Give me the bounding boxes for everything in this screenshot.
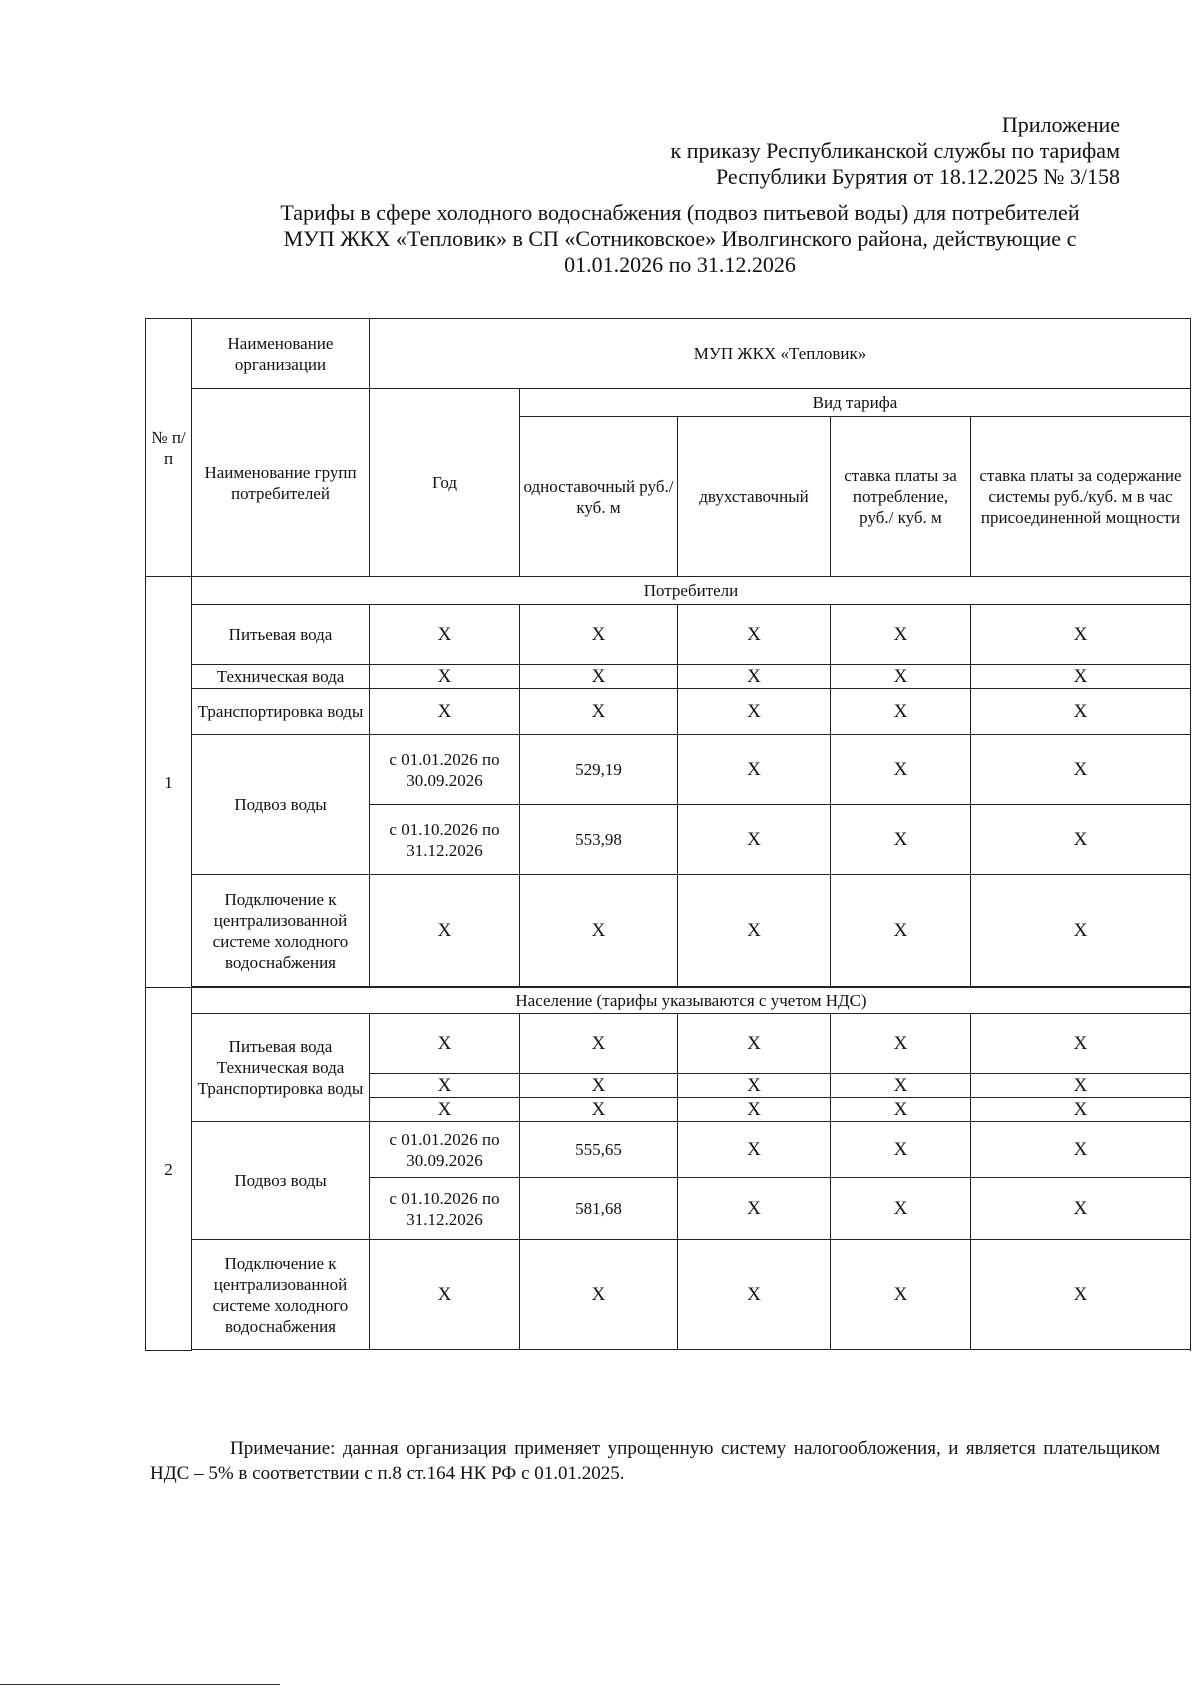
cell-period: с 01.10.2026 по 31.12.2026 [370,805,520,875]
cell-year: X [370,1014,520,1074]
cell-double: X [678,735,831,805]
cell-year: X [370,665,520,689]
cell-consumption: X [831,1098,971,1122]
row-name: Транспортировка воды [192,689,370,735]
cell-maintenance: X [971,1122,1191,1178]
cell-consumption: X [831,665,971,689]
footnote-text: Примечание: данная организация применяет упрощенную систему налогообложения, и является плательщиком НДС – 5% в соответствии с п.8 ст.164 НК РФ с 01.01.2025. [150,1438,1160,1484]
cell-tariff-value: 581,68 [520,1178,678,1240]
row-name-connection: Подключение к централизованной системе холодного водоснабжения [192,1240,370,1350]
cell-maintenance: X [971,1178,1191,1240]
cell-consumption: X [831,805,971,875]
cell-maintenance: X [971,1074,1191,1098]
cell-period: с 01.10.2026 по 31.12.2026 [370,1178,520,1240]
cell-year: X [370,689,520,735]
cell-maintenance: X [971,665,1191,689]
cell-consumption: X [831,605,971,665]
tariff-table [145,318,1191,1351]
cell-year: X [370,1240,520,1350]
cell-single: X [520,665,678,689]
cell-single: X [520,1240,678,1350]
cell-single: X [520,689,678,735]
appendix-line: к приказу Республиканской службы по тарифам [670,138,1120,163]
cell-double: X [678,689,831,735]
cell-consumption: X [831,1122,971,1178]
footer-divider [0,1684,280,1685]
row-name: Питьевая вода [192,605,370,665]
cell-maintenance: X [971,1014,1191,1074]
cell-period: с 01.01.2026 по 30.09.2026 [370,735,520,805]
cell-single: X [520,1014,678,1074]
cell-consumption: X [831,689,971,735]
cell-tariff-value: 529,19 [520,735,678,805]
cell-consumption: X [831,1014,971,1074]
row-name-delivery: Подвоз воды [192,1122,370,1240]
header-col-single: одноставочный руб./ куб. м [520,417,678,577]
section2-title: Население (тарифы указываются с учетом НДС) [192,988,1191,1014]
title-line: Тарифы в сфере холодного водоснабжения (подвоз питьевой воды) для потребителей [280,200,1080,225]
cell-double: X [678,1178,831,1240]
cell-consumption: X [831,875,971,987]
header-group-label: Наименование групп потребителей [192,389,370,577]
cell-maintenance: X [971,605,1191,665]
cell-maintenance: X [971,735,1191,805]
row-name-connection: Подключение к централизованной системе холодного водоснабжения [192,875,370,987]
footnote [150,1436,1160,1486]
header-tariff-type: Вид тарифа [520,389,1191,417]
cell-double: X [678,605,831,665]
cell-consumption: X [831,735,971,805]
header-col-maintenance: ставка платы за содержание системы руб./куб. м в час присоединенной мощности [971,417,1191,577]
cell-year: X [370,605,520,665]
cell-double: X [678,805,831,875]
section1-num: 1 [146,577,192,988]
cell-double: X [678,1240,831,1350]
row-name-delivery: Подвоз воды [192,735,370,875]
cell-single: X [520,605,678,665]
cell-double: X [678,665,831,689]
row-name-water-group: Питьевая вода Техническая вода Транспортировка воды [192,1014,370,1122]
appendix-line: Республики Бурятия от 18.12.2025 № 3/158 [715,164,1120,189]
cell-consumption: X [831,1240,971,1350]
cell-single: X [520,1074,678,1098]
appendix-line: Приложение [1001,112,1120,137]
cell-double: X [678,1074,831,1098]
cell-single: X [520,1098,678,1122]
cell-double: X [678,1122,831,1178]
title-line: МУП ЖКХ «Тепловик» в СП «Сотниковское» Иволгинского района, действующие с [283,226,1077,251]
header-org-value: МУП ЖКХ «Тепловик» [370,319,1191,389]
cell-maintenance: X [971,689,1191,735]
cell-year: X [370,875,520,987]
cell-double: X [678,875,831,987]
header-col-consumption: ставка платы за потребление, руб./ куб. м [831,417,971,577]
document-title [200,200,1160,278]
section1-title: Потребители [192,577,1191,605]
cell-year: X [370,1098,520,1122]
section2-num: 2 [146,988,192,1351]
cell-tariff-value: 555,65 [520,1122,678,1178]
cell-period: с 01.01.2026 по 30.09.2026 [370,1122,520,1178]
row-name: Техническая вода [192,665,370,689]
cell-maintenance: X [971,805,1191,875]
cell-maintenance: X [971,875,1191,987]
cell-double: X [678,1098,831,1122]
cell-maintenance: X [971,1240,1191,1350]
cell-double: X [678,1014,831,1074]
cell-year: X [370,1074,520,1098]
cell-consumption: X [831,1074,971,1098]
title-line: 01.01.2026 по 31.12.2026 [564,252,796,277]
cell-consumption: X [831,1178,971,1240]
header-year: Год [370,389,520,577]
cell-single: X [520,875,678,987]
header-org-label: Наименование организации [192,319,370,389]
appendix-block [480,112,1120,190]
cell-tariff-value: 553,98 [520,805,678,875]
cell-maintenance: X [971,1098,1191,1122]
header-col-double: двухставочный [678,417,831,577]
header-num: № п/п [146,319,192,577]
